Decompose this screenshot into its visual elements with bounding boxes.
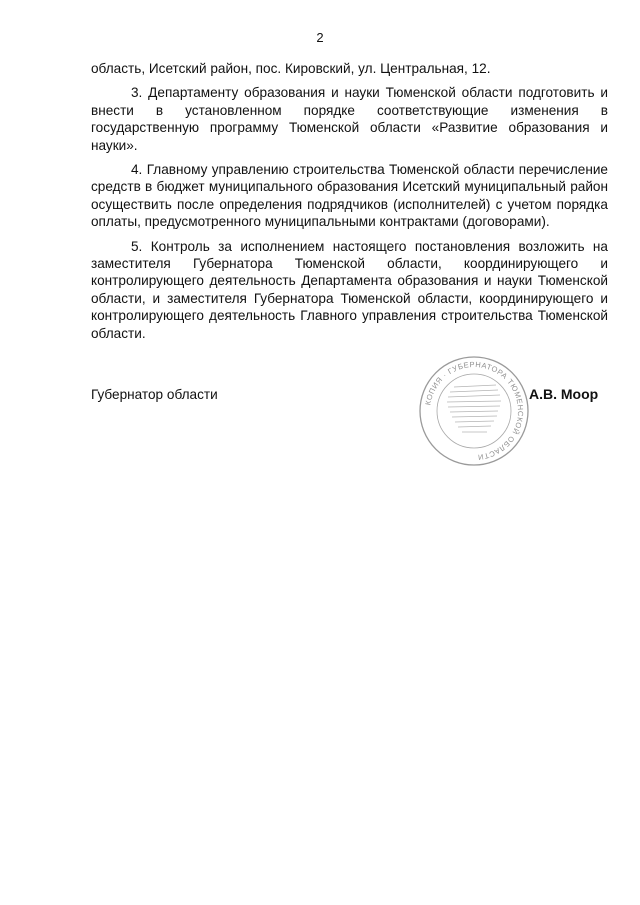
seal-inner-lines xyxy=(447,385,501,432)
svg-text:КОПИЯ · ГУБЕРНАТОРА ТЮМЕНСКОЙ xyxy=(423,360,525,462)
signatory-name: А.В. Моор xyxy=(529,386,599,402)
paragraph-item-3: 3. Департаменту образования и науки Тюменской области подготовить и внести в установленном порядке соответствующие изменения в государственную программу Тюменской области «Развитие образования и науки». xyxy=(91,85,608,153)
page-number: 2 xyxy=(316,30,324,45)
paragraph-item-5: 5. Контроль за исполнением настоящего постановления возложить на заместителя Губернатора Тюменской области, координирующего и контролирующего деятельность Департамента образования и науки Тюменской области, и заместителя Губернатора Тюменской области, координирующего и контролирующего деятельность Главного управления строительства Тюменской области. xyxy=(91,238,608,341)
paragraph-continuation: область, Исетский район, пос. Кировский, ул. Центральная, 12. xyxy=(91,61,491,76)
seal-ring-text: КОПИЯ · ГУБЕРНАТОРА ТЮМЕНСКОЙ ОБЛАСТИ xyxy=(423,359,526,462)
signatory-title: Губернатор области xyxy=(91,387,218,402)
paragraph-item-4: 4. Главному управлению строительства Тюменской области перечисление средств в бюджет муниципального образования Исетский муниципальный район осуществить после определения подрядчиков (исполнителей) с учетом порядка оплаты, предусмотренного муниципальными контрактами (договорами). xyxy=(91,162,608,230)
official-seal-stamp xyxy=(418,355,530,467)
document-body xyxy=(91,60,608,349)
